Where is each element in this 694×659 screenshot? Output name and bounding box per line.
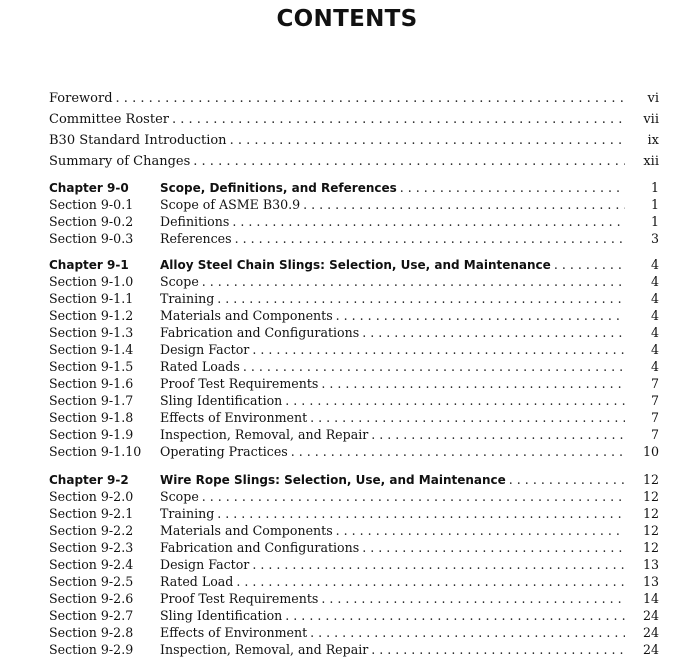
toc-section[interactable] [49, 625, 659, 642]
toc-section[interactable] [49, 325, 659, 342]
section-page: 7 [650, 393, 659, 408]
chapter-page: 4 [650, 257, 659, 272]
section-title: Scope of ASME B30.9 [160, 197, 301, 212]
toc-section[interactable] [49, 231, 659, 248]
toc-section[interactable] [49, 540, 659, 557]
section-title: Materials and Components [160, 308, 333, 323]
section-page: 4 [650, 359, 659, 374]
dot-leader [217, 506, 625, 521]
section-number: Section 9-2.8 [49, 625, 134, 640]
section-title: Sling Identification [160, 608, 283, 623]
section-page: 4 [650, 308, 659, 323]
chapter-title: Scope, Definitions, and References [160, 181, 397, 195]
chapter-title: Alloy Steel Chain Slings: Selection, Use, and Maintenance [160, 258, 551, 272]
toc-section[interactable] [49, 591, 659, 608]
toc-entry-title: Committee Roster [49, 112, 169, 127]
dot-leader [554, 257, 625, 272]
section-title: Effects of Environment [160, 410, 308, 425]
section-page: 24 [642, 625, 659, 640]
section-title: Proof Test Requirements [160, 591, 319, 606]
section-page: 7 [650, 376, 659, 391]
dot-leader [252, 557, 625, 572]
dot-leader [321, 376, 625, 391]
dot-leader [172, 112, 625, 127]
dot-leader [202, 274, 625, 289]
section-title: Design Factor [160, 342, 250, 357]
toc-entry-summary-of-changes[interactable] [49, 154, 659, 171]
dot-leader [310, 625, 625, 640]
dot-leader [230, 133, 625, 148]
dot-leader [362, 325, 625, 340]
section-page: 7 [650, 427, 659, 442]
section-title: Scope [160, 274, 199, 289]
dot-leader [285, 608, 625, 623]
chapter-number: Chapter 9-1 [49, 258, 129, 272]
section-number: Section 9-1.4 [49, 342, 134, 357]
section-number: Section 9-2.5 [49, 574, 134, 589]
section-number: Section 9-2.7 [49, 608, 134, 623]
toc-section[interactable] [49, 308, 659, 325]
section-page: 12 [642, 489, 659, 504]
toc-section[interactable] [49, 214, 659, 231]
section-number: Section 9-2.9 [49, 642, 134, 657]
section-number: Section 9-1.6 [49, 376, 134, 391]
section-title: Proof Test Requirements [160, 376, 319, 391]
toc-section[interactable] [49, 523, 659, 540]
toc-entry-title: Summary of Changes [49, 154, 191, 169]
section-title: Definitions [160, 214, 230, 229]
toc-section[interactable] [49, 274, 659, 291]
section-title: Inspection, Removal, and Repair [160, 427, 369, 442]
chapter-title: Wire Rope Slings: Selection, Use, and Maintenance [160, 473, 506, 487]
section-page: 1 [650, 197, 659, 212]
chapter-number: Chapter 9-2 [49, 473, 129, 487]
section-title: Fabrication and Configurations [160, 540, 360, 555]
section-number: Section 9-2.4 [49, 557, 134, 572]
dot-leader [336, 308, 625, 323]
section-number: Section 9-1.1 [49, 291, 134, 306]
toc-section[interactable] [49, 608, 659, 625]
toc-entry-page: vii [643, 112, 659, 127]
section-number: Section 9-2.3 [49, 540, 134, 555]
section-page: 24 [642, 608, 659, 623]
section-title: Effects of Environment [160, 625, 308, 640]
section-number: Section 9-0.1 [49, 197, 134, 212]
toc-section[interactable] [49, 557, 659, 574]
section-number: Section 9-2.1 [49, 506, 134, 521]
section-number: Section 9-2.0 [49, 489, 134, 504]
toc-entry-title: B30 Standard Introduction [49, 133, 227, 148]
section-number: Section 9-1.7 [49, 393, 134, 408]
dot-leader [236, 574, 625, 589]
chapter-number: Chapter 9-0 [49, 181, 129, 195]
toc-entry-page: vi [647, 91, 659, 106]
section-number: Section 9-1.10 [49, 444, 142, 459]
section-page: 12 [642, 540, 659, 555]
toc-chapter-9-1[interactable] [49, 257, 659, 274]
section-page: 24 [642, 642, 659, 657]
toc-section[interactable] [49, 427, 659, 444]
section-number: Section 9-1.0 [49, 274, 134, 289]
section-title: References [160, 231, 232, 246]
section-title: Design Factor [160, 557, 250, 572]
toc-entry-page: xii [643, 154, 659, 169]
section-number: Section 9-1.8 [49, 410, 134, 425]
section-number: Section 9-1.3 [49, 325, 134, 340]
section-title: Rated Load [160, 574, 234, 589]
toc-chapter-9-2[interactable] [49, 472, 659, 489]
section-page: 13 [642, 557, 659, 572]
toc-section[interactable] [49, 376, 659, 393]
section-number: Section 9-0.2 [49, 214, 134, 229]
section-title: Materials and Components [160, 523, 333, 538]
section-title: Sling Identification [160, 393, 283, 408]
chapter-page: 1 [650, 180, 659, 195]
dot-leader [291, 444, 625, 459]
dot-leader [202, 489, 625, 504]
section-page: 13 [642, 574, 659, 589]
section-number: Section 9-0.3 [49, 231, 134, 246]
dot-leader [400, 180, 625, 195]
dot-leader [310, 410, 625, 425]
dot-leader [252, 342, 625, 357]
dot-leader [371, 427, 625, 442]
toc-section[interactable] [49, 197, 659, 214]
dot-leader [235, 231, 625, 246]
section-number: Section 9-2.2 [49, 523, 134, 538]
dot-leader [193, 154, 625, 169]
dot-leader [116, 91, 625, 106]
toc-section[interactable] [49, 444, 659, 461]
toc-section[interactable] [49, 291, 659, 308]
section-page: 12 [642, 523, 659, 538]
section-title: Operating Practices [160, 444, 288, 459]
dot-leader [243, 359, 625, 374]
section-page: 3 [650, 231, 659, 246]
section-page: 4 [650, 274, 659, 289]
section-page: 4 [650, 325, 659, 340]
section-page: 7 [650, 410, 659, 425]
dot-leader [285, 393, 625, 408]
toc-section[interactable] [49, 342, 659, 359]
dot-leader [509, 472, 625, 487]
toc-section[interactable] [49, 489, 659, 506]
section-number: Section 9-2.6 [49, 591, 134, 606]
toc-section[interactable] [49, 642, 659, 659]
section-page: 4 [650, 291, 659, 306]
section-page: 10 [642, 444, 659, 459]
toc-entry-title: Foreword [49, 91, 113, 106]
dot-leader [336, 523, 625, 538]
dot-leader [232, 214, 625, 229]
section-number: Section 9-1.9 [49, 427, 134, 442]
section-page: 14 [642, 591, 659, 606]
dot-leader [362, 540, 625, 555]
toc-section[interactable] [49, 393, 659, 410]
section-number: Section 9-1.2 [49, 308, 134, 323]
toc-entry-page: ix [647, 133, 659, 148]
dot-leader [217, 291, 625, 306]
toc-entry-committee-roster[interactable] [49, 112, 659, 129]
dot-leader [303, 197, 625, 212]
section-page: 4 [650, 342, 659, 357]
dot-leader [321, 591, 625, 606]
toc-section[interactable] [49, 506, 659, 523]
toc-section[interactable] [49, 359, 659, 376]
section-title: Inspection, Removal, and Repair [160, 642, 369, 657]
toc-entry-b30-introduction[interactable] [49, 133, 659, 150]
section-title: Scope [160, 489, 199, 504]
section-title: Fabrication and Configurations [160, 325, 360, 340]
section-page: 12 [642, 506, 659, 521]
section-number: Section 9-1.5 [49, 359, 134, 374]
toc-section[interactable] [49, 574, 659, 591]
chapter-page: 12 [642, 472, 659, 487]
section-page: 1 [650, 214, 659, 229]
toc-chapter-9-0[interactable] [49, 180, 659, 197]
toc-section[interactable] [49, 410, 659, 427]
section-title: Rated Loads [160, 359, 240, 374]
page-title: CONTENTS [276, 6, 418, 32]
section-title: Training [160, 506, 215, 521]
toc-entry-foreword[interactable] [49, 91, 659, 108]
section-title: Training [160, 291, 215, 306]
